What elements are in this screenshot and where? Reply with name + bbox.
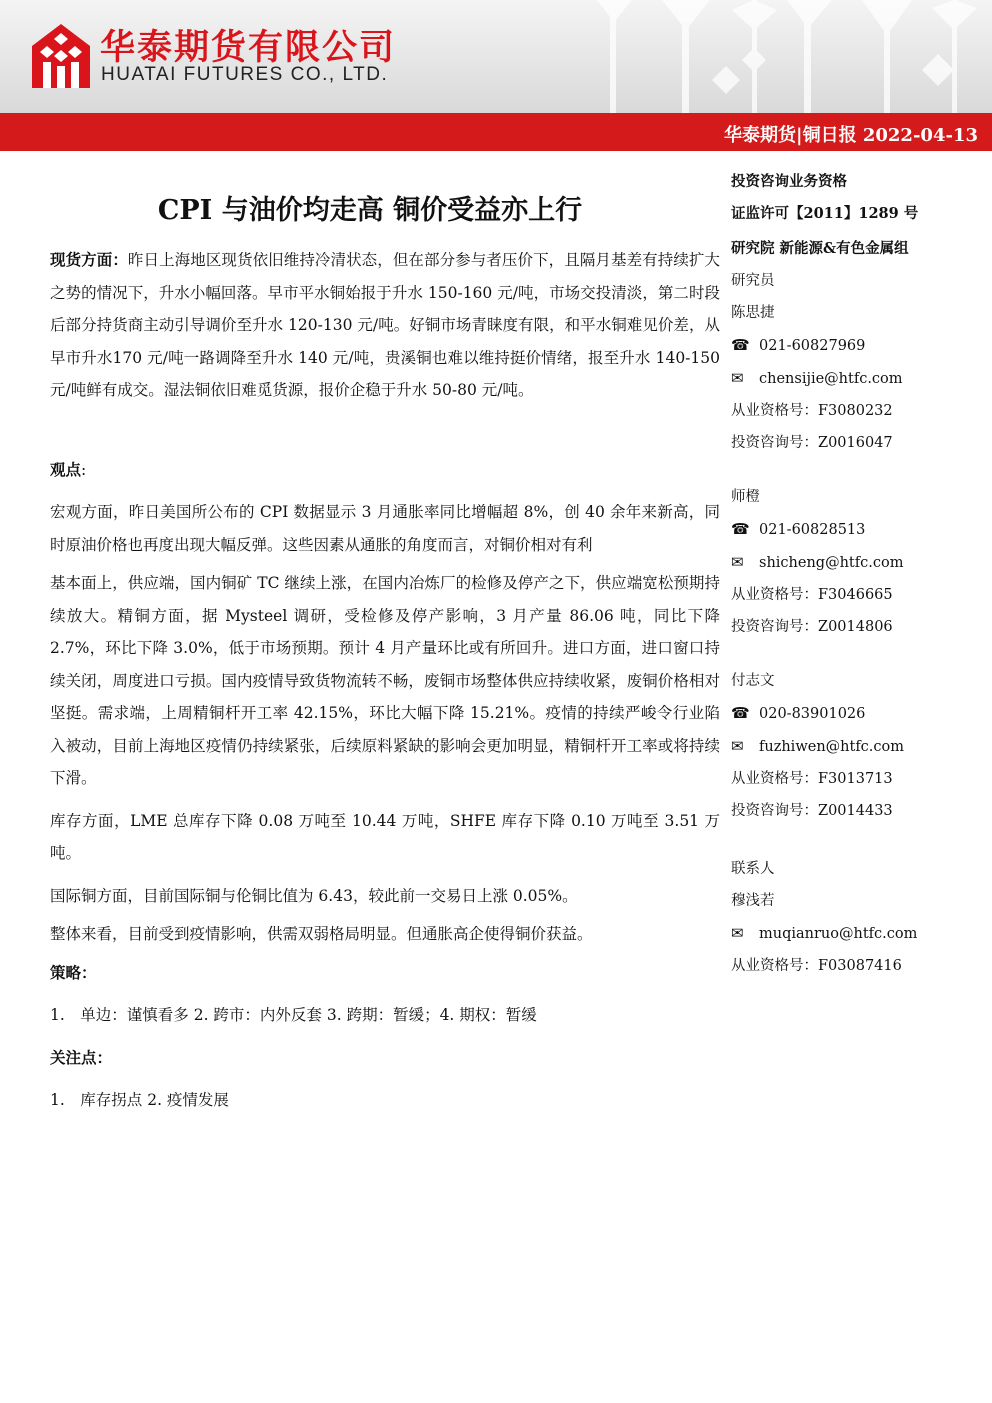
- view-label: 观点: [50, 459, 82, 479]
- view-colon: :: [81, 460, 87, 479]
- analyst-phone: ☎ 021-60827969: [731, 329, 986, 362]
- analyst-name: 付志文: [731, 673, 775, 689]
- report-body: [50, 244, 720, 1117]
- phone-icon: ☎: [731, 336, 750, 354]
- analyst-sidebar: [731, 166, 986, 982]
- envelope-icon: ✉: [731, 737, 744, 755]
- report-tag: 华泰期货|铜日报 2022-04-13: [724, 125, 978, 146]
- analyst-name: 师橙: [731, 489, 760, 505]
- analyst-email[interactable]: ✉ shicheng@htfc.com: [731, 546, 986, 579]
- contact-role: 联系人: [731, 861, 775, 877]
- contact-email[interactable]: ✉ muqianruo@htfc.com: [731, 917, 986, 950]
- report-title: CPI 与油价均走高 铜价受益亦上行: [157, 195, 583, 226]
- envelope-icon: ✉: [731, 369, 744, 387]
- analyst-invest-cert: 投资咨询号：Z0014806: [731, 619, 893, 635]
- phone-icon: ☎: [731, 704, 750, 722]
- report-header: [0, 0, 992, 113]
- header-decoration: [592, 0, 992, 113]
- qualification: 投资咨询业务资格: [731, 173, 847, 190]
- spot-label: 现货方面：: [50, 250, 128, 269]
- strategy-text: 1. 单边：谨慎看多 2. 跨市：内外反套 3. 跨期：暂缓；4. 期权：暂缓: [50, 1006, 537, 1024]
- analyst-email[interactable]: ✉ chensijie@htfc.com: [731, 362, 986, 395]
- focus-label: 关注点：: [50, 1047, 113, 1067]
- analyst-email[interactable]: ✉ fuzhiwen@htfc.com: [731, 730, 986, 763]
- analyst-phone: ☎ 021-60828513: [731, 513, 986, 546]
- huatai-logo-icon: [32, 24, 90, 88]
- department: 研究院 新能源&有色金属组: [731, 240, 909, 257]
- company-name-cn: 华泰期货有限公司: [100, 28, 397, 68]
- overall-paragraph: 整体来看，目前受到疫情影响，供需双弱格局明显。但通胀高企使得铜价获益。: [50, 925, 593, 943]
- analyst-invest-cert: 投资咨询号：Z0014433: [731, 803, 893, 819]
- contact-name: 穆浅若: [731, 893, 775, 909]
- view-heading: [50, 454, 720, 487]
- strategy-label: 策略：: [50, 962, 97, 982]
- spot-paragraph: [50, 244, 720, 407]
- intl-paragraph: 国际铜方面，目前国际铜与伦铜比值为 6.43，较此前一交易日上涨 0.05%。: [50, 886, 578, 905]
- analyst-invest-cert: 投资咨询号：Z0016047: [731, 435, 893, 451]
- license-number: 证监许可【2011】1289 号: [731, 205, 919, 222]
- report-tag-bar: [0, 113, 992, 151]
- focus-text: 1. 库存拐点 2. 疫情发展: [50, 1091, 229, 1109]
- analyst-phone: ☎ 020-83901026: [731, 697, 986, 730]
- macro-paragraph: 宏观方面，昨日美国所公布的 CPI 数据显示 3 月通胀率同比增幅超 8%，创 40 余年来新高，同时原油价格也再度出现大幅反弹。这些因素从通胀的角度而言，对铜价相对有利: [50, 503, 720, 554]
- envelope-icon: ✉: [731, 924, 744, 942]
- contact-cert: 从业资格号：F03087416: [731, 958, 902, 974]
- fundamental-paragraph: 基本面上，供应端，国内铜矿 TC 继续上涨，在国内冶炼厂的检修及停产之下，供应端宽松预期持续放大。精铜方面，据 Mysteel 调研，受检修及停产影响，3 月产量 86.06 吨，同比下降 2.7%，环比下降 3.0%，低于市场预期。预计 4 月产量环比或有所回升。进口方面，进口窗口持续关闭，周度进口亏损。国内疫情导致货物流转不畅，废铜市场整体供应持续收紧，废铜价格相对坚挺。需求端，上周精铜杆开工率 42.15%，环比大幅下降 15.21%。疫情的持续严峻令行业陷入被动，目前上海地区疫情仍持续紧张，后续原料紧缺的影响会更加明显，精铜杆开工率或将持续下滑。: [50, 574, 720, 787]
- inventory-paragraph: 库存方面，LME 总库存下降 0.08 万吨至 10.44 万吨，SHFE 库存下降 0.10 万吨至 3.51 万吨。: [50, 811, 720, 862]
- company-name-en: HUATAI FUTURES CO., LTD.: [101, 64, 389, 85]
- role-label: 研究员: [731, 273, 775, 289]
- analyst-name: 陈思捷: [731, 305, 775, 321]
- analyst-cert: 从业资格号：F3046665: [731, 587, 893, 603]
- spot-text: 昨日上海地区现货依旧维持冷清状态，但在部分参与者压价下，且隔月基差有持续扩大之势的情况下，升水小幅回落。早市平水铜始报于升水 150-160 元/吨，市场交投清淡，第二时段后部分持货商主动引导调价至升水 120-130 元/吨。好铜市场青睐度有限，和平水铜难见价差，从早市升水170 元/吨一路调降至升水 140 元/吨，贵溪铜也难以维持挺价情绪，报至升水 140-150 元/吨鲜有成交。湿法铜依旧难觅货源，报价企稳于升水 50-80 元/吨。: [50, 251, 720, 399]
- analyst-cert: 从业资格号：F3013713: [731, 771, 893, 787]
- phone-icon: ☎: [731, 520, 750, 538]
- envelope-icon: ✉: [731, 553, 744, 571]
- analyst-cert: 从业资格号：F3080232: [731, 403, 893, 419]
